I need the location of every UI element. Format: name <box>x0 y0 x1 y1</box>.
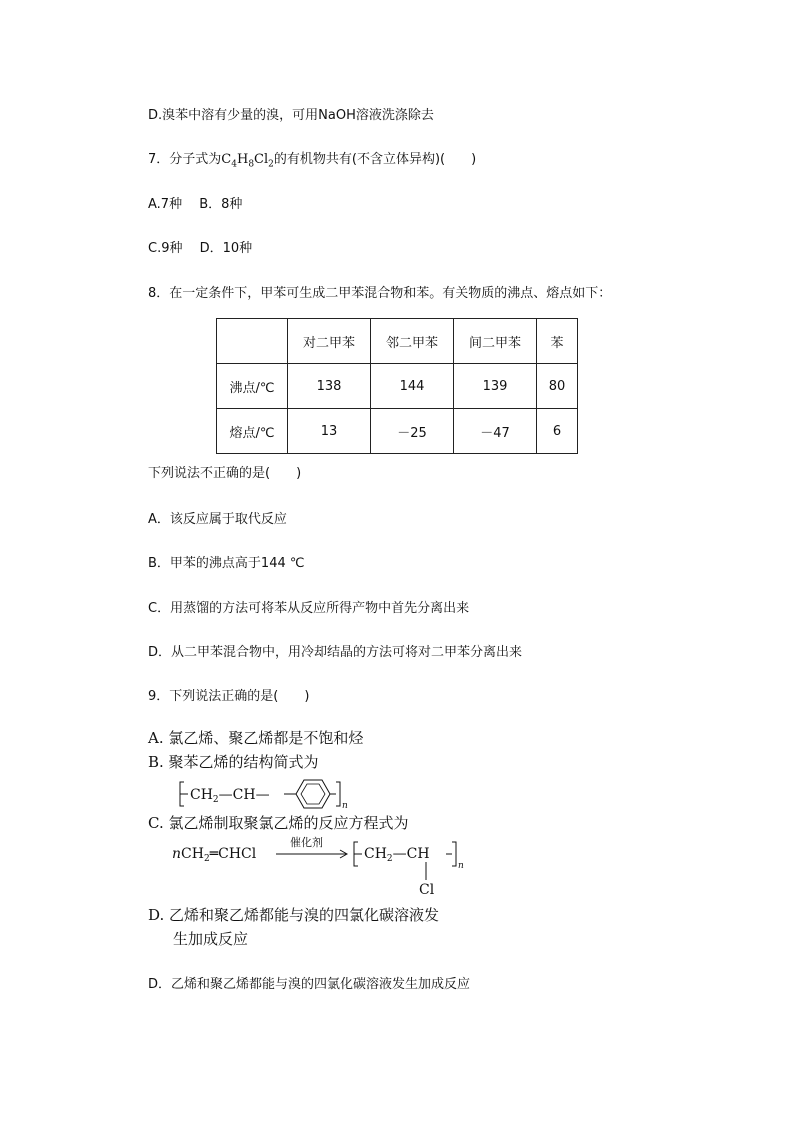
left-bracket <box>354 842 362 866</box>
ps-n: n <box>342 801 348 811</box>
q8-option-b: B．甲苯的沸点高于144 ℃ <box>148 556 305 571</box>
rx-eq: ═CHCl <box>209 846 257 862</box>
rx-prod-dash: —CH <box>392 846 430 862</box>
left-bracket <box>180 782 188 806</box>
q8-stem: 8．在一定条件下，甲苯可生成二甲苯混合物和苯。有关物质的沸点、熔点如下： <box>148 286 612 301</box>
q7-stem-suffix: 的有机物共有(不含立体异构)( ) <box>273 152 477 167</box>
rx-ch-sub: 2 <box>203 854 210 864</box>
q9-stem: 9．下列说法正确的是( ) <box>148 689 310 704</box>
ps-ch-sub: 2 <box>212 795 219 805</box>
rx-n2: n <box>458 861 464 871</box>
ps-ch2 <box>190 787 270 805</box>
formula-cl: Cl <box>254 152 269 167</box>
q8-option-d: D．从二甲苯混合物中，用冷却结晶的方法可将对二甲苯分离出来 <box>148 645 523 660</box>
table-cell: 沸点/℃ <box>217 364 288 409</box>
formula-c: C <box>221 152 232 167</box>
formula-cl-sub: 2 <box>268 159 274 170</box>
q8-question: 下列说法不正确的是( ) <box>148 466 302 481</box>
table-cell: 苯 <box>537 319 578 364</box>
q6-option-d: D.溴苯中溶有少量的溴，可用NaOH溶液洗涤除去 <box>148 108 434 123</box>
rx-n: n <box>172 846 182 862</box>
table-cell: 熔点/℃ <box>217 409 288 454</box>
formula-c-sub: 4 <box>231 159 237 170</box>
right-bracket <box>446 842 456 866</box>
table-cell: 邻二甲苯 <box>371 319 454 364</box>
q7-formula <box>221 152 274 170</box>
rx-prod: CH <box>364 846 387 862</box>
q9-image-option-d-line1: D. 乙烯和聚乙烯都能与溴的四氯化碳溶液发 <box>148 906 440 924</box>
product <box>364 846 430 864</box>
q7-option-ab: A.7种 B．8种 <box>148 197 243 212</box>
table-cell: －47 <box>454 409 537 454</box>
formula-h-sub: 8 <box>248 159 255 170</box>
table-row <box>217 364 578 409</box>
table-cell: 139 <box>454 364 537 409</box>
q7-stem <box>148 148 476 170</box>
table-cell: 间二甲苯 <box>454 319 537 364</box>
q7-stem-prefix: 7．分子式为 <box>148 152 222 167</box>
q9-image-option-c: C. 氯乙烯制取聚氯乙烯的反应方程式为 <box>148 814 409 832</box>
table-cell <box>217 319 288 364</box>
ps-ch: CH <box>190 787 213 803</box>
rx-prod-sub: 2 <box>386 854 393 864</box>
table-cell: 138 <box>288 364 371 409</box>
table-cell: －25 <box>371 409 454 454</box>
catalyst-label: 催化剂 <box>290 836 323 849</box>
table-row <box>217 409 578 454</box>
properties-table <box>216 318 578 454</box>
q9-image-option-d-line2: 生加成反应 <box>173 930 249 948</box>
table-cell: 80 <box>537 364 578 409</box>
table-cell: 对二甲苯 <box>288 319 371 364</box>
benzene-inner-icon <box>301 784 325 804</box>
rx-cl: Cl <box>419 882 435 898</box>
q9-option-d: D．乙烯和聚乙烯都能与溴的四氯化碳溶液发生加成反应 <box>148 977 471 992</box>
polystyrene-structure <box>176 774 356 814</box>
right-bracket <box>330 782 340 806</box>
formula-h: H <box>236 152 249 167</box>
q8-option-c: C．用蒸馏的方法可将苯从反应所得产物中首先分离出来 <box>148 601 470 616</box>
q8-option-a: A．该反应属于取代反应 <box>148 512 287 527</box>
table-cell: 13 <box>288 409 371 454</box>
reaction-equation <box>168 836 488 900</box>
rx-ch: CH <box>181 846 204 862</box>
q7-option-cd: C.9种 D．10种 <box>148 241 253 256</box>
table-header-row <box>217 319 578 364</box>
q9-image-option-a: A. 氯乙烯、聚乙烯都是不饱和烃 <box>148 729 364 747</box>
table-cell: 6 <box>537 409 578 454</box>
reactant <box>172 846 257 864</box>
table-cell: 144 <box>371 364 454 409</box>
ps-dash: —CH— <box>218 787 270 803</box>
q9-image-option-b: B. 聚苯乙烯的结构简式为 <box>148 753 319 771</box>
